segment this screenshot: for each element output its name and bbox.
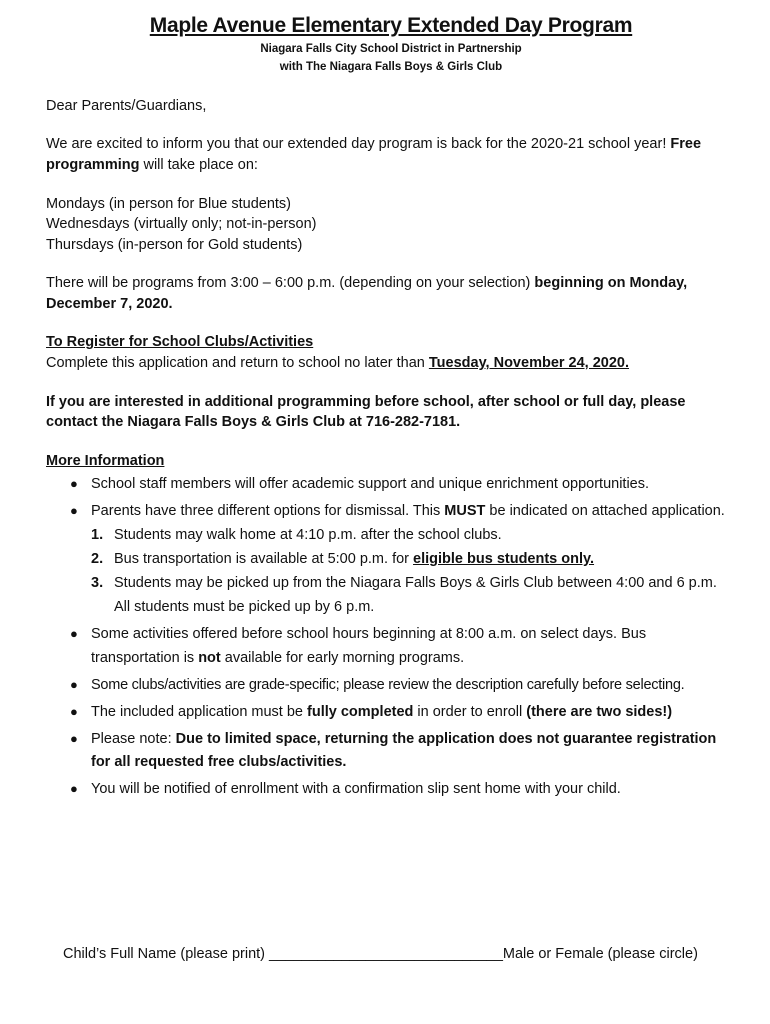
register-text: [46, 353, 736, 374]
bullet-bold: not: [198, 649, 221, 666]
bullet-bold: fully completed: [307, 703, 414, 720]
option-item: [91, 548, 736, 572]
more-info-heading: More Information: [46, 452, 165, 469]
list-item: [46, 701, 736, 725]
days-list: [46, 194, 736, 256]
bullet-text: Parents have three different options for dismissal. This: [91, 503, 445, 520]
bullet-text: You will be notified of enrollment with a confirmation slip sent home with your child.: [91, 781, 621, 798]
list-item: [46, 728, 736, 776]
bullet-icon: ●: [70, 503, 78, 519]
subtitle-line-2: with The Niagara Falls Boys & Girls Club: [279, 60, 503, 73]
bullet-text: School staff members will offer academic support and unique enrichment opportunities.: [91, 476, 650, 493]
bullet-icon: ●: [70, 703, 78, 719]
option-text: Students may be picked up from the Niagara Falls Boys & Girls Club between 4:00 and 6 p.m. All students must be picked up by 6 p.m.: [114, 575, 717, 615]
child-name-line: [63, 944, 698, 965]
intro-text: We are excited to inform you that our extended day program is back for the 2020-21 school year!: [46, 136, 671, 153]
option-text: Students may walk home at 4:10 p.m. after the school clubs.: [114, 527, 502, 544]
bullet-text: available for early morning programs.: [220, 649, 465, 666]
bullet-text: Please note:: [91, 730, 176, 747]
option-text: Bus transportation is available at 5:00 p.m. for: [114, 551, 414, 568]
schedule-bold: beginning on Monday, December 7, 2020.: [46, 275, 688, 312]
option-item: [91, 524, 736, 548]
dismissal-options: [91, 524, 736, 620]
list-item: [46, 500, 736, 620]
bullet-text: The included application must be: [91, 703, 308, 720]
subtitle-line-1: Niagara Falls City School District in Partnership: [260, 43, 522, 56]
page-title: Maple Avenue Elementary Extended Day Program: [149, 14, 633, 37]
register-deadline: Tuesday, November 24, 2020.: [428, 355, 630, 371]
more-info-section: [46, 451, 736, 803]
bullet-text: be indicated on attached application.: [485, 503, 725, 520]
bullet-bold: MUST: [444, 503, 486, 520]
intro-paragraph: [46, 134, 736, 175]
day-item: Mondays (in person for Blue students): [46, 195, 292, 212]
child-name-field[interactable]: _____________________________: [269, 946, 503, 962]
day-item: Thursdays (in-person for Gold students): [46, 236, 303, 253]
greeting: Dear Parents/Guardians,: [46, 97, 207, 114]
bullet-text: in order to enroll: [413, 703, 527, 720]
register-instructions: Complete this application and return to school no later than: [46, 355, 429, 371]
bullet-icon: ●: [70, 781, 78, 797]
more-info-list: [46, 473, 736, 802]
additional-programming: [46, 392, 736, 433]
register-heading: To Register for School Clubs/Activities: [46, 334, 314, 351]
bullet-bold: Due to limited space, returning the application does not guarantee registration for all requested free clubs/activities.: [91, 730, 717, 771]
bullet-icon: ●: [70, 676, 78, 692]
day-item: Wednesdays (virtually only; not-in-person): [46, 216, 317, 233]
list-item: [46, 778, 736, 802]
option-number: 2.: [91, 551, 104, 568]
schedule-paragraph: [46, 273, 736, 314]
option-number: 3.: [91, 575, 104, 591]
additional-text: If you are interested in additional programming before school, after school or full day, please contact the Niagara Falls Boys & Girls Club at 716-282-7181.: [46, 393, 686, 431]
intro-bold: Free programming: [46, 136, 702, 173]
option-item: [91, 572, 736, 620]
child-name-label: Child’s Full Name (please print): [63, 946, 270, 962]
bullet-text: Some clubs/activities are grade-specific; please review the description carefully before selecting.: [91, 676, 685, 693]
bullet-text: Some activities offered before school hours beginning at 8:00 a.m. on select days. Bus transportation is: [91, 625, 647, 666]
schedule-text: There will be programs from 3:00 – 6:00 p.m. (depending on your selection): [46, 275, 535, 292]
list-item: [46, 473, 736, 497]
register-section: [46, 332, 736, 373]
gender-label: Male or Female (please circle): [502, 946, 698, 962]
bullet-icon: ●: [70, 476, 78, 492]
option-number: 1.: [91, 527, 104, 544]
bullet-icon: ●: [70, 625, 78, 641]
list-item: [46, 674, 736, 698]
bullet-bold: (there are two sides!): [526, 703, 673, 720]
option-emphasis: eligible bus students only.: [413, 551, 595, 568]
list-item: [46, 623, 736, 671]
intro-text-after: will take place on:: [139, 156, 258, 173]
bullet-icon: ●: [70, 730, 78, 746]
document-page: [46, 12, 736, 805]
